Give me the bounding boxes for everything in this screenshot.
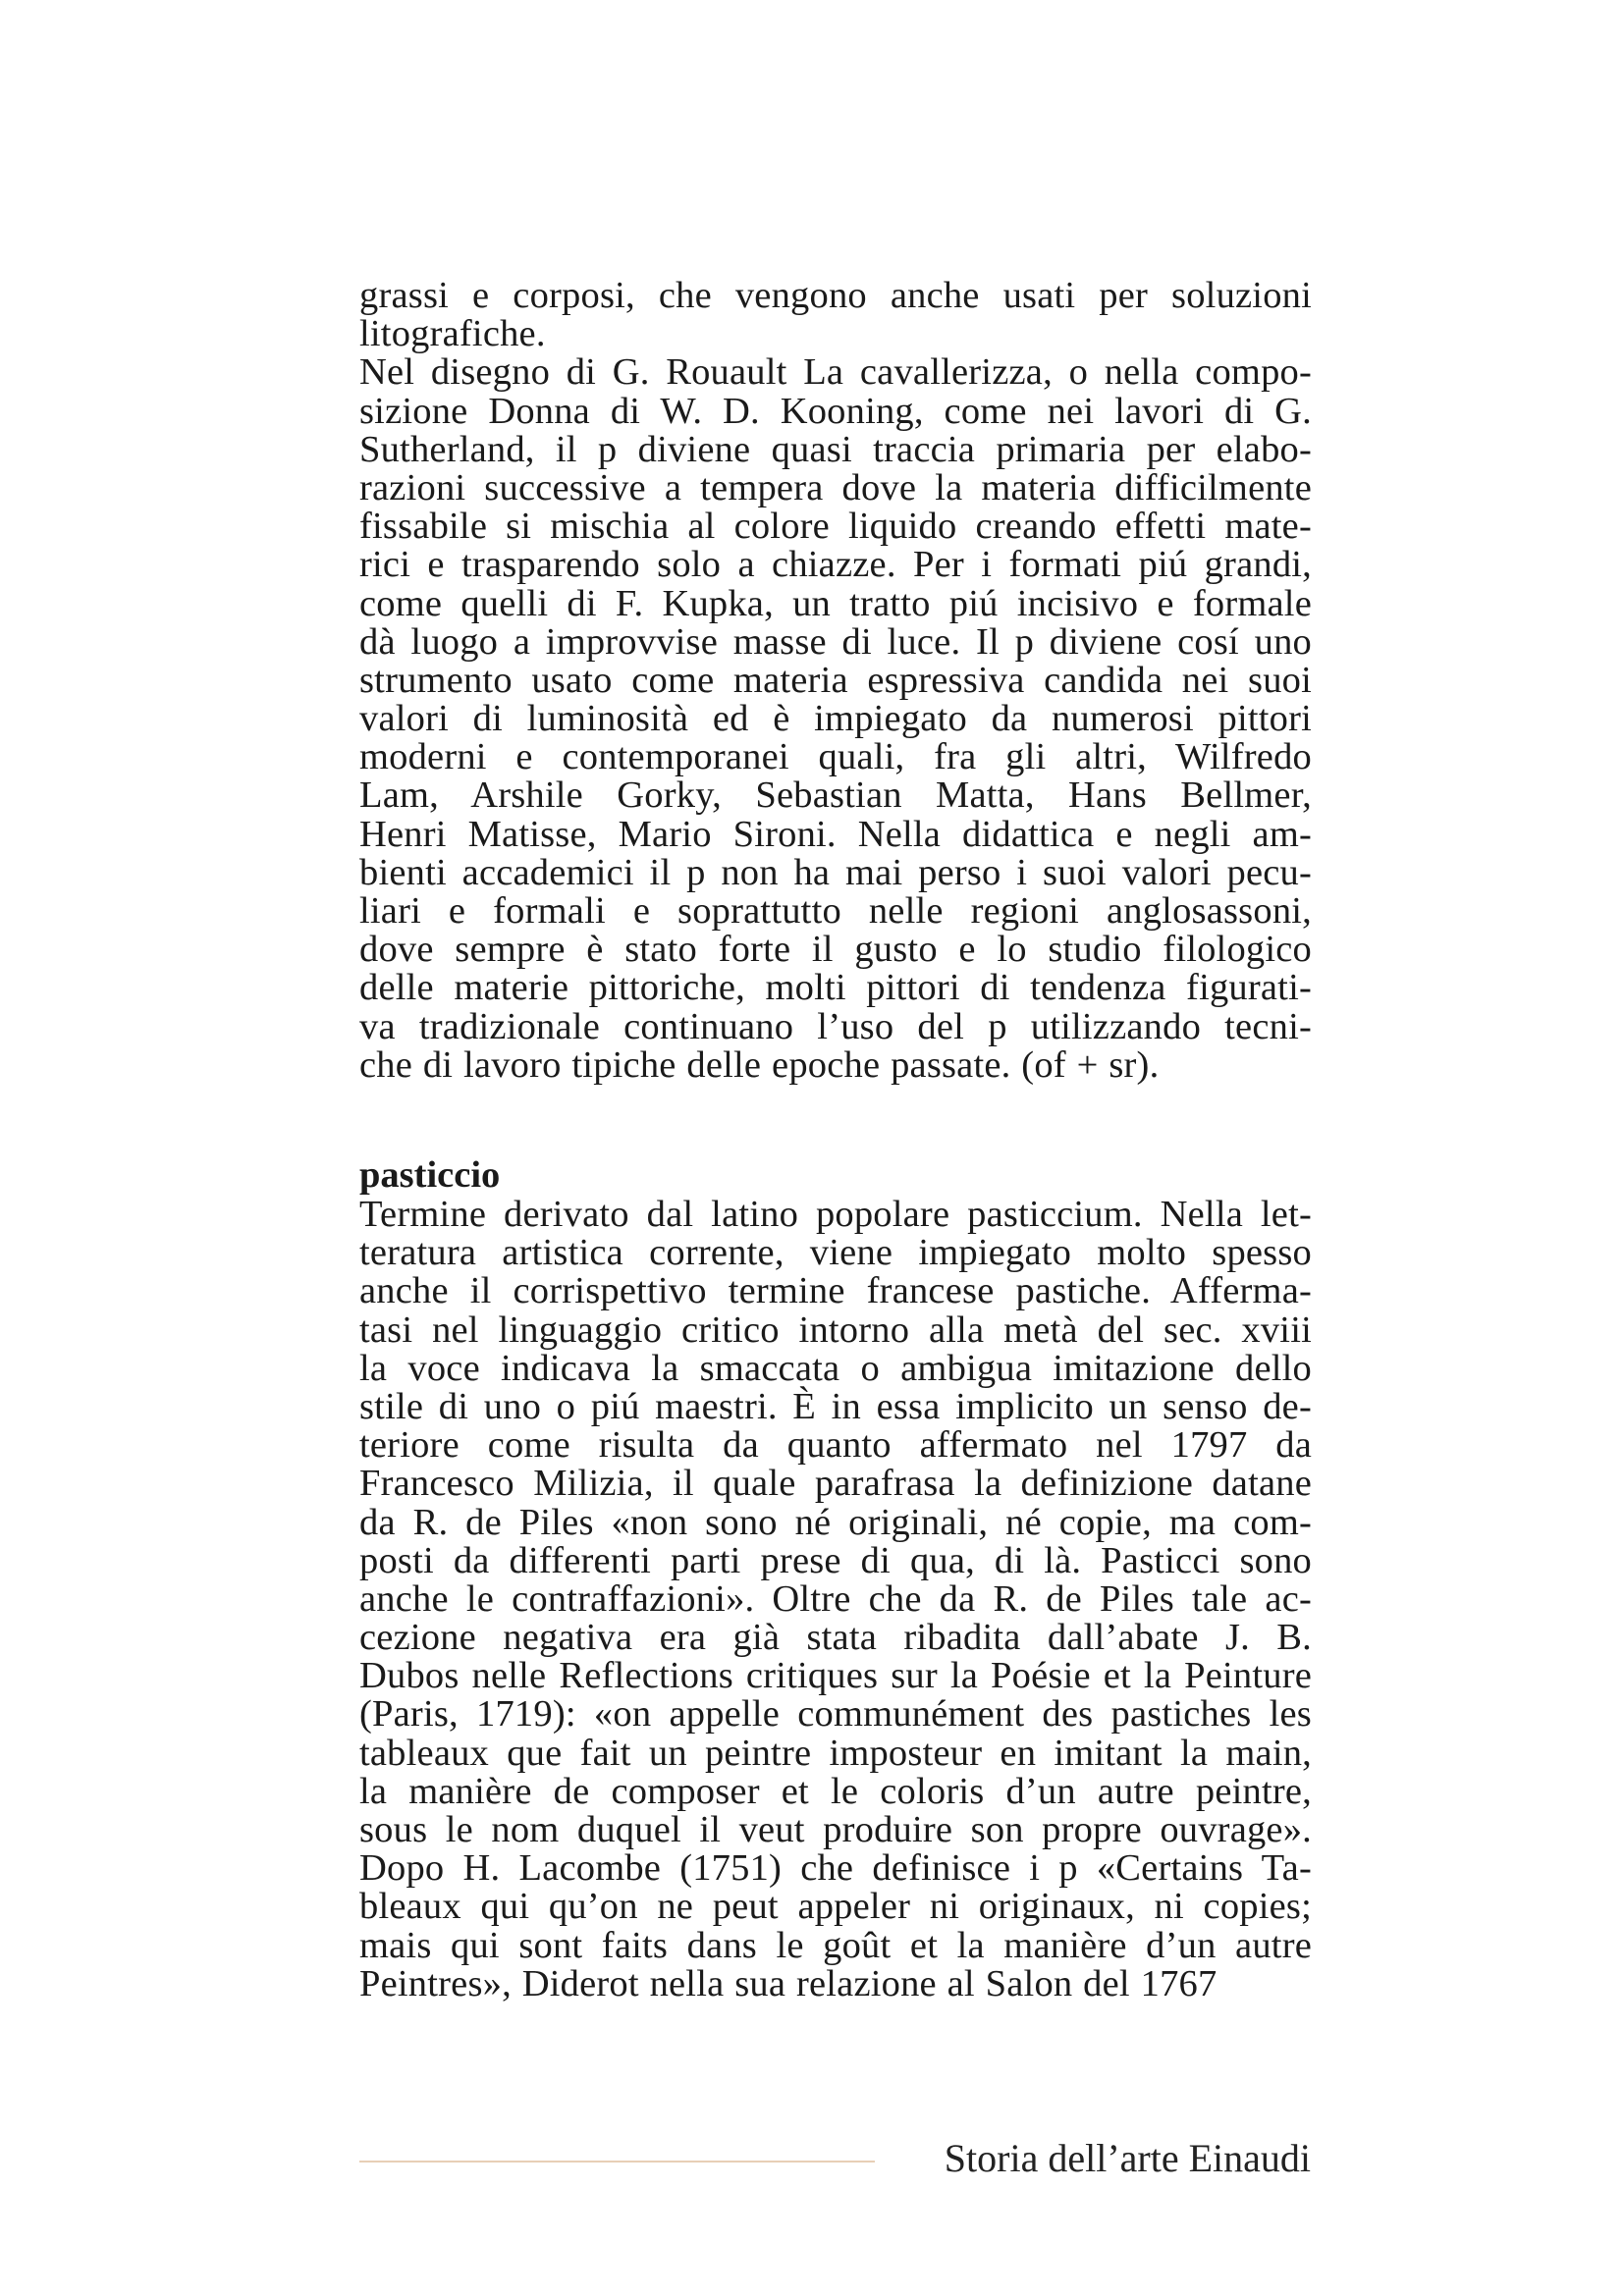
text-line: bienti accademici il p non ha mai perso i suoi valori pecu-: [359, 851, 1312, 893]
text-line: dove sempre è stato forte il gusto e lo studio filologico: [359, 929, 1312, 971]
text-line: Peintres», Diderot nella sua relazione al Salon del 1767: [359, 1962, 1217, 2004]
body-paragraph-2: [359, 1196, 1312, 2003]
text-line: razioni successive a tempera dove la materia difficilmente: [359, 466, 1312, 508]
text-line: Sutherland, il p diviene quasi traccia primaria per elabo-: [359, 428, 1312, 470]
text-line: anche le contraffazioni». Oltre che da R. de Piles tale ac-: [359, 1577, 1312, 1620]
text-line: grassi e corposi, che vengono anche usati per soluzioni: [359, 275, 1312, 316]
text-line: la voce indicava la smaccata o ambigua imitazione dello: [359, 1347, 1312, 1389]
text-line: litografiche.: [359, 313, 546, 355]
text-line: (Paris, 1719): «on appelle communément des pastiches les: [359, 1693, 1312, 1735]
footer-rule: [359, 2161, 875, 2163]
text-line: tableaux que fait un peintre imposteur en imitant la main,: [359, 1732, 1312, 1774]
text-line: tasi nel linguaggio critico intorno alla metà del sec. xviii: [359, 1308, 1312, 1351]
text-line: che di lavoro tipiche delle epoche passate. (of + sr).: [359, 1043, 1160, 1086]
text-line: rici e trasparendo solo a chiazze. Per i formati piú grandi,: [359, 544, 1312, 586]
text-line: va tradizionale continuano l’uso del p utilizzando tecni-: [359, 1005, 1312, 1047]
text-line: valori di luminosità ed è impiegato da numerosi pittori: [359, 698, 1312, 740]
text-line: mais qui sont faits dans le goût et la manière d’un autre: [359, 1924, 1312, 1966]
footer-label: Storia dell’arte Einaudi: [944, 2136, 1311, 2180]
text-line: fissabile si mischia al colore liquido creando effetti mate-: [359, 506, 1312, 548]
entry-heading: pasticcio: [359, 1154, 501, 1196]
text-line: liari e formali e soprattutto nelle regioni anglosassoni,: [359, 890, 1312, 932]
text-line: bleaux qui qu’on ne peut appeler ni originaux, ni copies;: [359, 1886, 1312, 1928]
text-line: come quelli di F. Kupka, un tratto piú incisivo e formale: [359, 582, 1312, 624]
text-line: Termine derivato dal latino popolare pasticcium. Nella let-: [359, 1194, 1312, 1235]
text-line: la manière de composer et le coloris d’un autre peintre,: [359, 1770, 1312, 1812]
text-line: Henri Matisse, Mario Sironi. Nella didattica e negli am-: [359, 813, 1312, 855]
text-line: Dubos nelle Reflections critiques sur la Poésie et la Peinture: [359, 1655, 1312, 1697]
text-line: Lam, Arshile Gorky, Sebastian Matta, Hans Bellmer,: [359, 774, 1312, 817]
text-line: dà luogo a improvvise masse di luce. Il p diviene cosí uno: [359, 620, 1312, 663]
text-line: da R. de Piles «non sono né originali, né copie, ma com-: [359, 1501, 1312, 1543]
text-line: cezione negativa era già stata ribadita dall’abate J. B.: [359, 1617, 1312, 1659]
text-line: Nel disegno di G. Rouault La cavallerizza, o nella compo-: [359, 351, 1312, 394]
text-line: Dopo H. Lacombe (1751) che definisce i p «Certains Ta-: [359, 1847, 1312, 1890]
text-line: posti da differenti parti prese di qua, di là. Pasticci sono: [359, 1539, 1312, 1581]
text-line: moderni e contemporanei quali, fra gli altri, Wilfredo: [359, 736, 1312, 778]
text-line: anche il corrispettivo termine francese pastiche. Afferma-: [359, 1270, 1312, 1312]
text-line: teratura artistica corrente, viene impiegato molto spesso: [359, 1232, 1312, 1274]
text-line: teriore come risulta da quanto affermato nel 1797 da: [359, 1424, 1312, 1467]
text-line: stile di uno o piú maestri. È in essa implicito un senso de-: [359, 1385, 1312, 1427]
body-paragraph-1: [359, 277, 1312, 1085]
text-line: Francesco Milizia, il quale parafrasa la definizione datane: [359, 1463, 1312, 1505]
text-line: sizione Donna di W. D. Kooning, come nei lavori di G.: [359, 390, 1312, 432]
text-line: sous le nom duquel il veut produire son propre ouvrage».: [359, 1809, 1312, 1850]
text-line: delle materie pittoriche, molti pittori di tendenza figurati-: [359, 967, 1312, 1009]
text-line: strumento usato come materia espressiva candida nei suoi: [359, 659, 1312, 701]
